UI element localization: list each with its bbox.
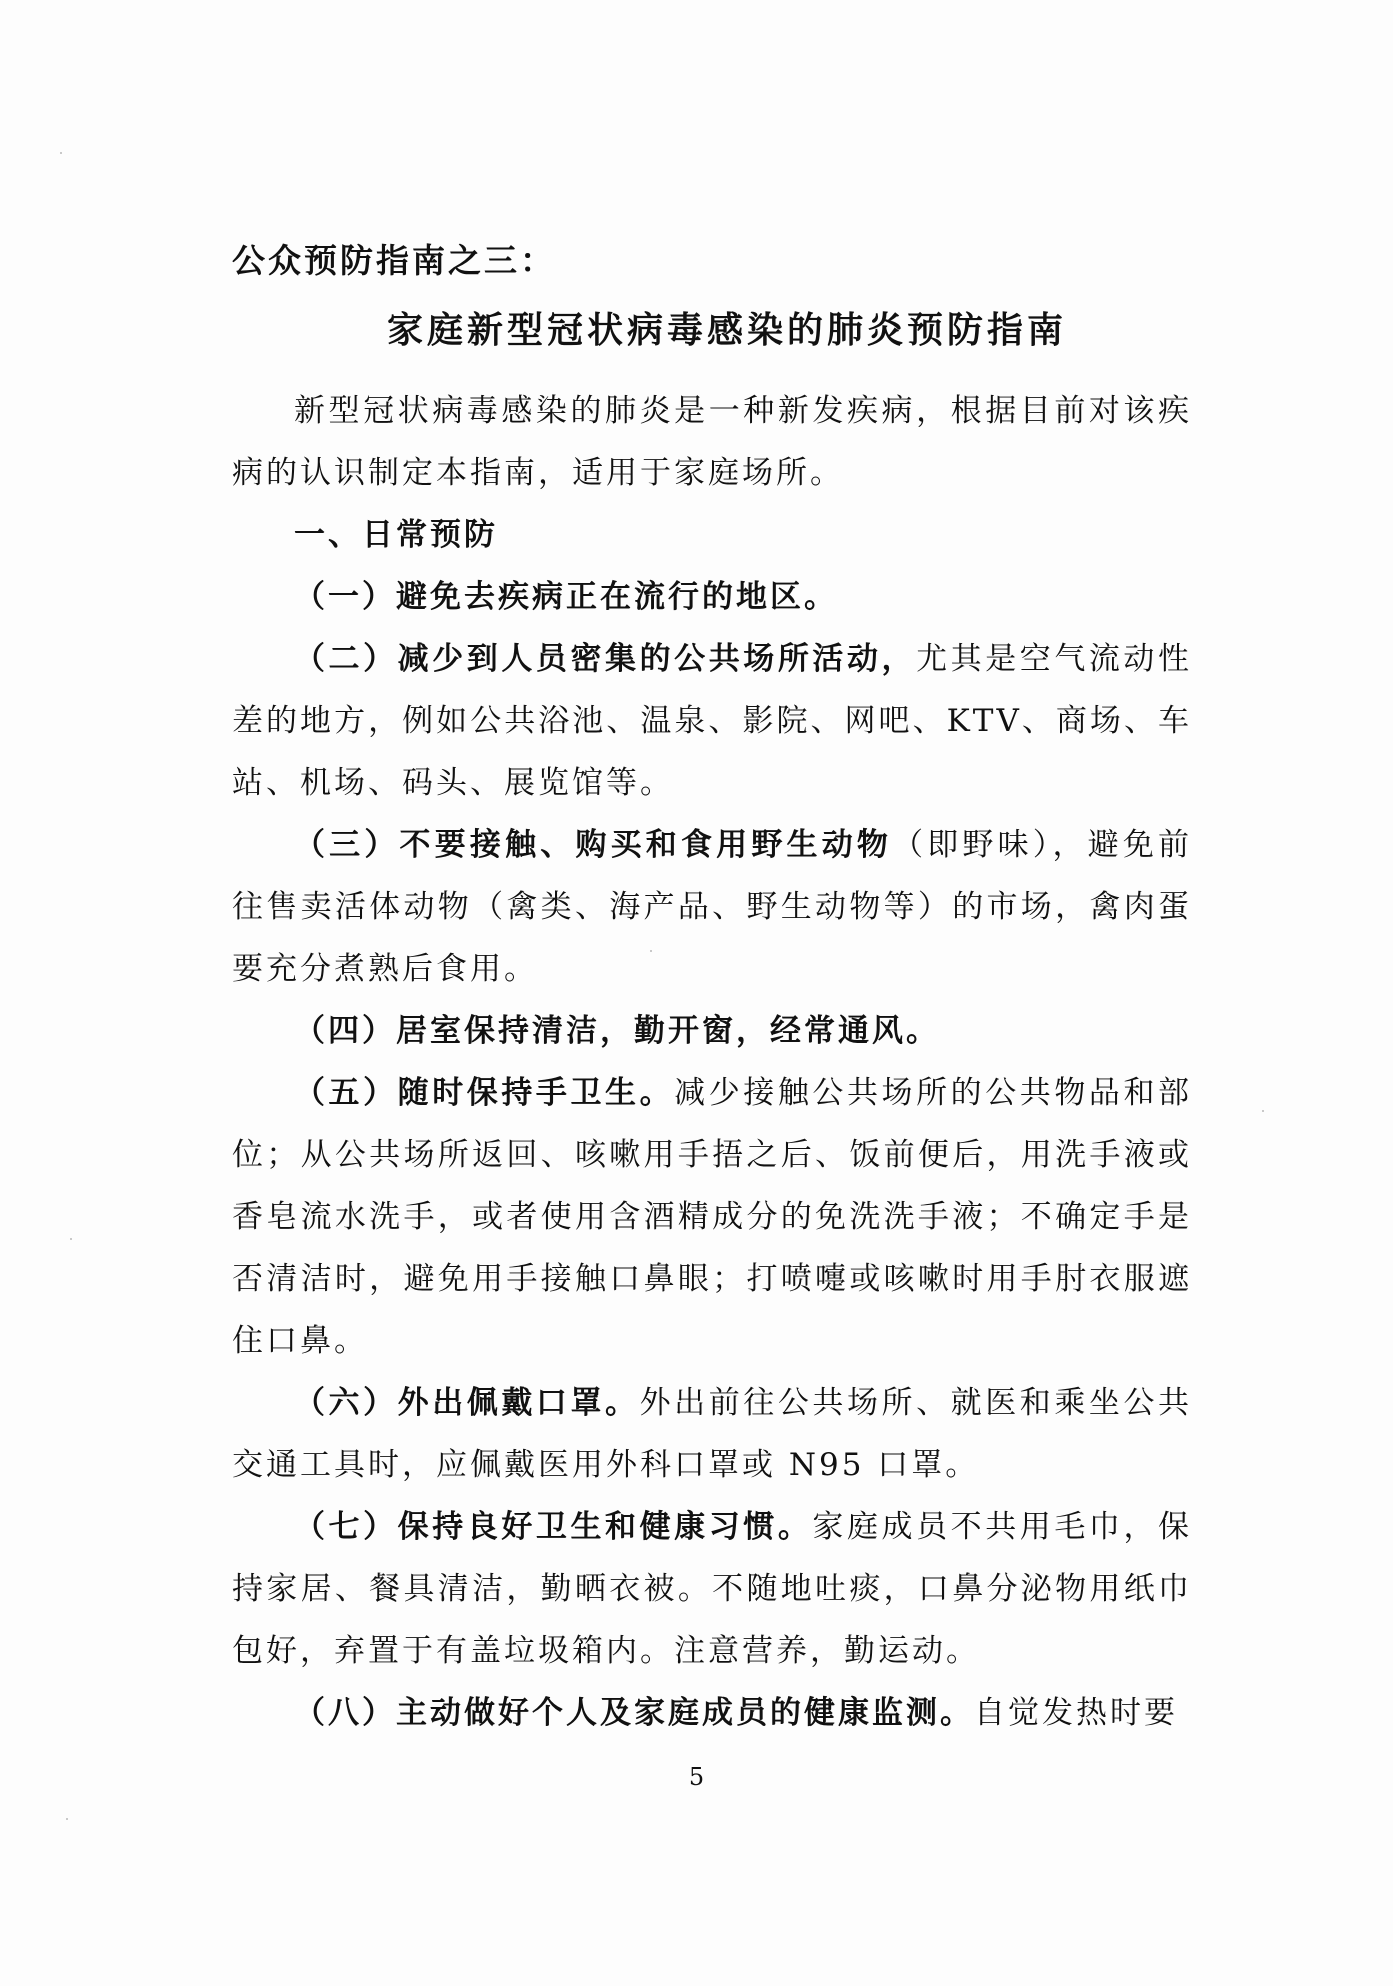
item-3-lead: （三）不要接触、购买和食用野生动物	[294, 827, 893, 863]
page-number: 5	[688, 1763, 705, 1791]
item-2	[232, 628, 1192, 814]
item-1	[232, 566, 1192, 628]
intro-paragraph: 新型冠状病毒感染的肺炎是一种新发疾病，根据目前对该疾病的认识制定本指南，适用于家庭场所。	[232, 393, 1192, 491]
scan-speck	[66, 1818, 68, 1820]
item-1-lead: （一）避免去疾病正在流行的地区。	[294, 579, 838, 615]
item-2-body: 尤其是空气流动性差的地方，例如公共浴池、温泉、影院、网吧、KTV、商场、车站、机场、码头、展览馆等。	[232, 641, 1192, 801]
document-body	[232, 226, 1192, 1744]
item-4	[232, 1000, 1192, 1062]
item-6-lead: （六）外出佩戴口罩。	[294, 1385, 640, 1421]
item-8-body: 自觉发热时要	[974, 1695, 1178, 1731]
item-8-lead: （八）主动做好个人及家庭成员的健康监测。	[294, 1695, 974, 1731]
item-3	[232, 814, 1192, 1000]
item-4-lead: （四）居室保持清洁，勤开窗，经常通风。	[294, 1013, 940, 1049]
scan-speck	[1262, 1110, 1264, 1112]
series-heading: 公众预防指南之三：	[232, 241, 556, 280]
scan-speck	[70, 1238, 72, 1240]
item-6-body: 外出前往公共场所、就医和乘坐公共交通工具时，应佩戴医用外科口罩或 N95 口罩。	[232, 1385, 1193, 1483]
scan-speck	[650, 950, 652, 952]
item-7	[232, 1496, 1192, 1682]
section-heading-daily-prevention: 一、日常预防	[294, 517, 498, 553]
item-2-lead: （二）减少到人员密集的公共场所活动，	[294, 641, 917, 677]
item-6	[232, 1372, 1192, 1496]
scan-speck	[60, 152, 62, 154]
item-3-body: （即野味），避免前往售卖活体动物（禽类、海产品、野生动物等）的市场，禽肉蛋要充分煮熟后食用。	[232, 827, 1193, 987]
document-title: 家庭新型冠状病毒感染的肺炎预防指南	[386, 310, 1067, 351]
item-5-lead: （五）随时保持手卫生。	[294, 1075, 675, 1111]
item-5	[232, 1062, 1192, 1372]
item-7-lead: （七）保持良好卫生和健康习惯。	[294, 1509, 813, 1545]
item-7-body: 家庭成员不共用毛巾，保持家居、餐具清洁，勤晒衣被。不随地吐痰，口鼻分泌物用纸巾包好，弃置于有盖垃圾箱内。注意营养，勤运动。	[232, 1509, 1193, 1669]
item-8	[232, 1682, 1192, 1744]
item-5-body: 减少接触公共场所的公共物品和部位；从公共场所返回、咳嗽用手捂之后、饭前便后，用洗手液或香皂流水洗手，或者使用含酒精成分的免洗洗手液；不确定手是否清洁时，避免用手接触口鼻眼；打喷嚏或咳嗽时用手肘衣服遮住口鼻。	[232, 1075, 1193, 1359]
